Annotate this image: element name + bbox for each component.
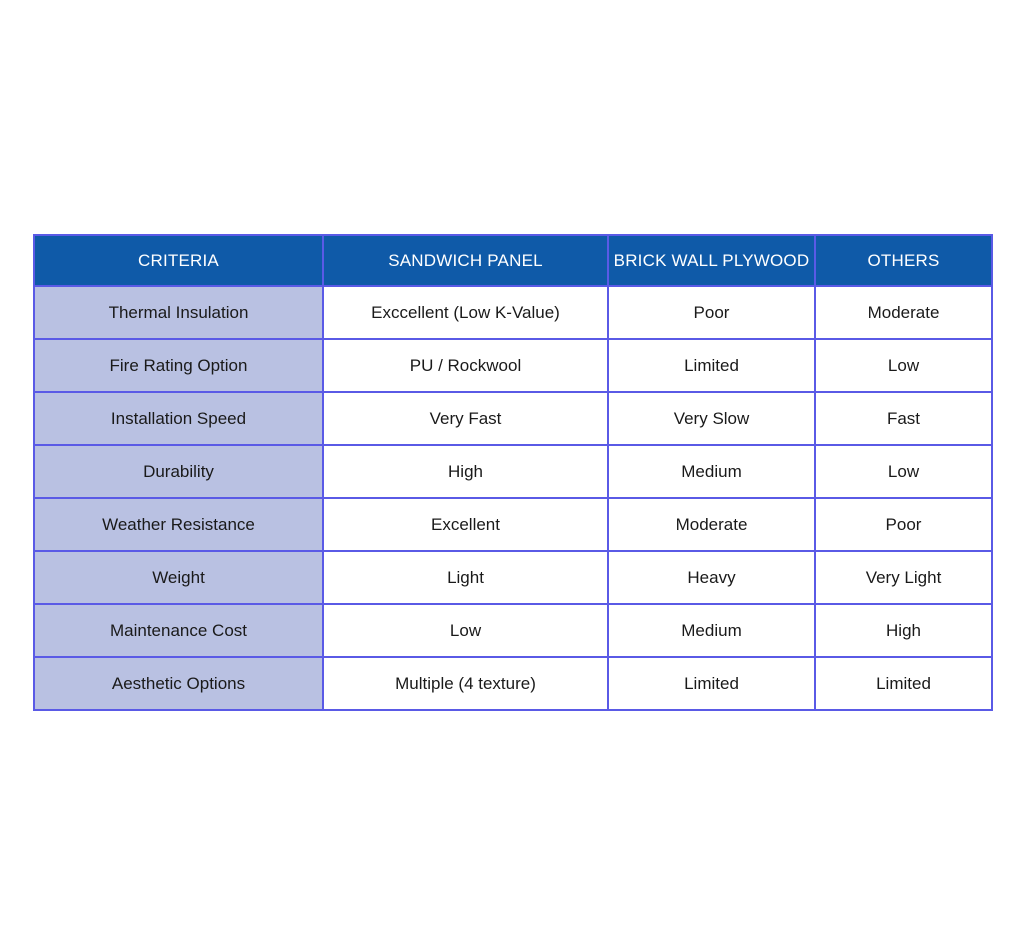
others-cell: Limited [815, 657, 992, 710]
table-row [34, 551, 992, 604]
criteria-cell: Installation Speed [34, 392, 323, 445]
others-cell: Low [815, 339, 992, 392]
comparison-table-container [33, 234, 991, 711]
sandwich-panel-cell: Very Fast [323, 392, 608, 445]
others-cell: Poor [815, 498, 992, 551]
brick-wall-plywood-cell: Poor [608, 286, 815, 339]
brick-wall-plywood-cell: Limited [608, 339, 815, 392]
header-brick-wall-plywood: BRICK WALL PLYWOOD [608, 235, 815, 286]
comparison-table [33, 234, 993, 711]
criteria-cell: Aesthetic Options [34, 657, 323, 710]
table-row [34, 339, 992, 392]
header-criteria: CRITERIA [34, 235, 323, 286]
table-row [34, 392, 992, 445]
table-row [34, 657, 992, 710]
table-header-row [34, 235, 992, 286]
brick-wall-plywood-cell: Moderate [608, 498, 815, 551]
criteria-cell: Durability [34, 445, 323, 498]
sandwich-panel-cell: High [323, 445, 608, 498]
table-row [34, 498, 992, 551]
header-sandwich-panel: SANDWICH PANEL [323, 235, 608, 286]
brick-wall-plywood-cell: Very Slow [608, 392, 815, 445]
criteria-cell: Maintenance Cost [34, 604, 323, 657]
table-row [34, 604, 992, 657]
others-cell: Very Light [815, 551, 992, 604]
header-others: OTHERS [815, 235, 992, 286]
criteria-cell: Thermal Insulation [34, 286, 323, 339]
table-row [34, 286, 992, 339]
criteria-cell: Fire Rating Option [34, 339, 323, 392]
others-cell: Low [815, 445, 992, 498]
criteria-cell: Weather Resistance [34, 498, 323, 551]
brick-wall-plywood-cell: Limited [608, 657, 815, 710]
others-cell: Fast [815, 392, 992, 445]
others-cell: Moderate [815, 286, 992, 339]
brick-wall-plywood-cell: Medium [608, 604, 815, 657]
brick-wall-plywood-cell: Heavy [608, 551, 815, 604]
brick-wall-plywood-cell: Medium [608, 445, 815, 498]
sandwich-panel-cell: Multiple (4 texture) [323, 657, 608, 710]
sandwich-panel-cell: Light [323, 551, 608, 604]
sandwich-panel-cell: PU / Rockwool [323, 339, 608, 392]
others-cell: High [815, 604, 992, 657]
sandwich-panel-cell: Exccellent (Low K-Value) [323, 286, 608, 339]
sandwich-panel-cell: Excellent [323, 498, 608, 551]
table-row [34, 445, 992, 498]
criteria-cell: Weight [34, 551, 323, 604]
sandwich-panel-cell: Low [323, 604, 608, 657]
